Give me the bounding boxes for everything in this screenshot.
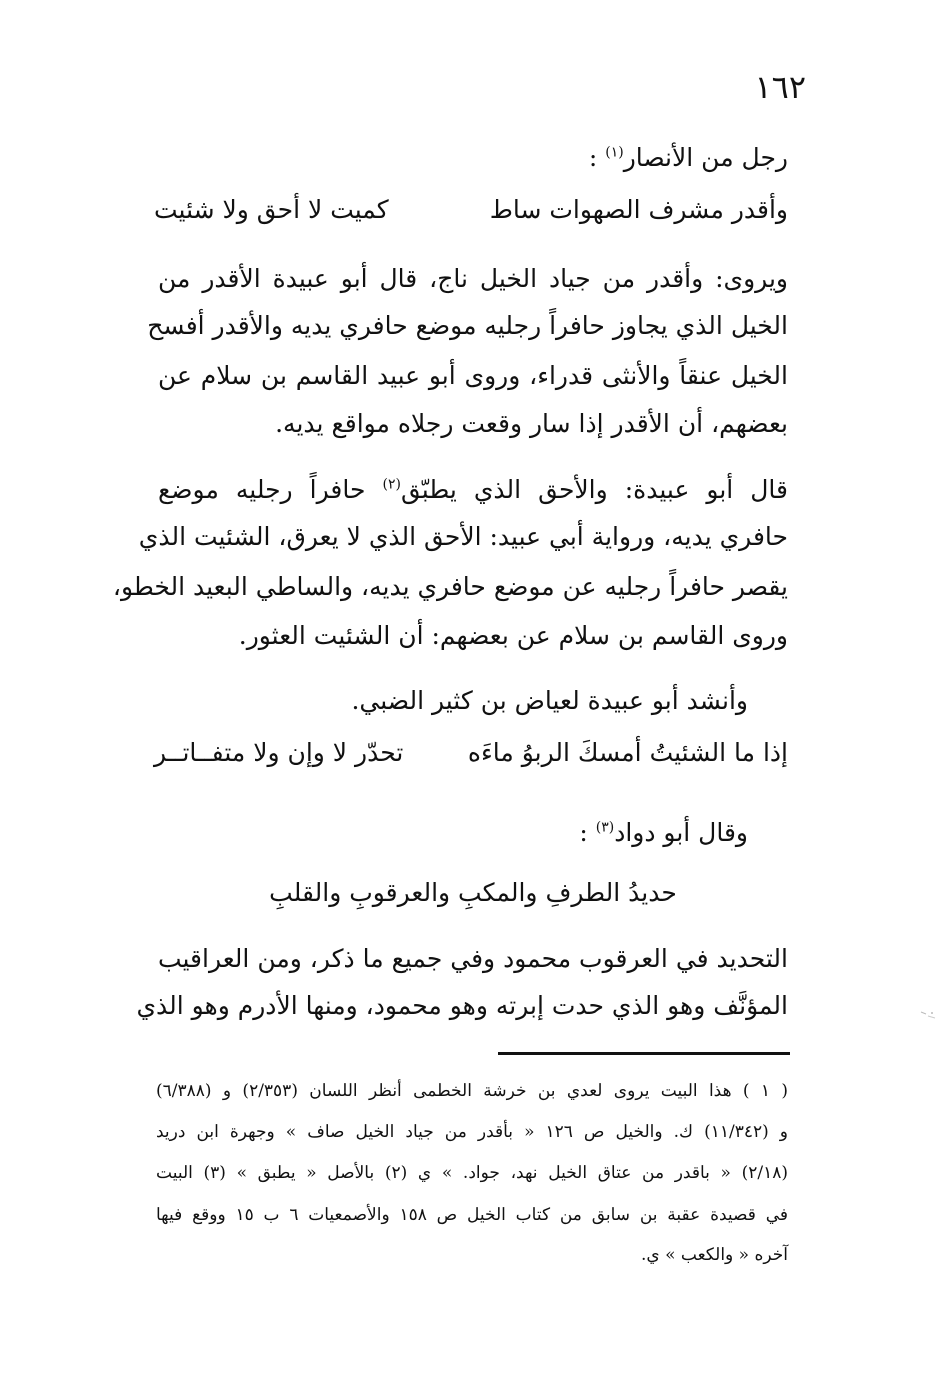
page-number: ١٦٢ <box>754 68 806 106</box>
verse-1-first-hemistich: وأقدر مشرف الصهوات ساط <box>489 195 788 224</box>
poet-heading-1-colon: : <box>588 143 598 172</box>
para-1-line-4: بعضهم، أن الأقدر إذا سار وقعت رجلاه مواقع يديه. <box>275 409 788 438</box>
para-2-line-3: يقصر حافراً رجليه عن موضع حافري يديه، والساطي البعيد الخطو، <box>112 572 788 601</box>
verse-1-second-hemistich: كميت لا أحق ولا شئيت <box>154 195 389 224</box>
poet-heading-2 <box>118 818 748 848</box>
poet-heading-2-text: وقال أبو دواد <box>614 818 748 847</box>
para-1-line-1: ويروى: وأقدر من جياد الخيل ناج، قال أبو عبيدة الأقدر من <box>158 264 788 293</box>
para-4-line-1: التحديد في العرقوب محمود وفي جميع ما ذكر، ومن العراقيب <box>157 944 788 973</box>
footnote-line-2: و (١١/٣٤٢) ك. والخيل ص ١٢٦ « بأقدر من جياد الخيل صاف » وجهرة ابن دريد <box>156 1122 788 1142</box>
para-2-line-1-a: قال أبو عبيدة: والأحق الذي يطبّق <box>400 475 788 504</box>
footnote-ref-3: (٣) <box>595 819 615 836</box>
para-2-line-2: حافري يديه، ورواية أبي عبيد: الأحق الذي لا يعرق، الشئيت الذي <box>138 522 788 551</box>
para-1-line-2: الخيل الذي يجاوز حافراً رجليه موضع حافري يديه والأقدر أفسح <box>147 311 788 340</box>
para-2-line-4: وروى القاسم بن سلام عن بعضهم: أن الشئيت العثور. <box>238 621 788 650</box>
footnote-line-5: آخره « والكعب » ي. <box>640 1245 788 1265</box>
verse-3: حديدُ الطرفِ والمكبِ والعرقوبِ والقلبِ <box>269 878 677 907</box>
verse-2-first-hemistich: إذا ما الشئيتُ أمسكَ الربوُ ماءَه <box>467 738 788 767</box>
poet-heading-1 <box>158 143 788 173</box>
poet-heading-2-colon: : <box>579 818 588 847</box>
footnote-line-3: (٢/١٨) « باقدر من عتاق الخيل نهد، جواد. » ي (٢) بالأصل « يطبق » (٣) البيت <box>156 1163 788 1183</box>
footnote-ref-2: (٢) <box>382 476 401 493</box>
para-1-line-3: الخيل عنقاً والأنثى قدراء، وروى أبو عبيد القاسم بن سلام عن <box>158 361 788 390</box>
para-2-line-1-b: حافراً رجليه موضع <box>158 475 366 504</box>
scan-speck <box>920 1010 938 1022</box>
para-4-line-2: المؤنَّف وهو الذي حدت إبرته وهو محمود، ومنها الأدرم وهو الذي <box>136 991 788 1020</box>
footnote-separator <box>498 1052 790 1055</box>
verse-2-second-hemistich: تحدّر لا وإن ولا متفــاتــر <box>154 738 404 767</box>
para-3: وأنشد أبو عبيدة لعياض بن كثير الضبي. <box>351 686 748 715</box>
para-2-line-1 <box>158 475 788 505</box>
footnote-line-1: ( ١ ) هذا البيت يروى لعدي بن خرشة الخطمى أنظر اللسان (٢/٣٥٣) و (٦/٣٨٨) <box>156 1081 788 1101</box>
footnote-line-4: في قصيدة عقبة بن سابق من كتاب الخيل ص ١٥٨ والأصمعيات ٦ ب ١٥ ووقع فيها <box>156 1205 788 1225</box>
footnote-ref-1: (١) <box>605 144 624 161</box>
poet-heading-1-text: رجل من الأنصار <box>623 143 788 172</box>
